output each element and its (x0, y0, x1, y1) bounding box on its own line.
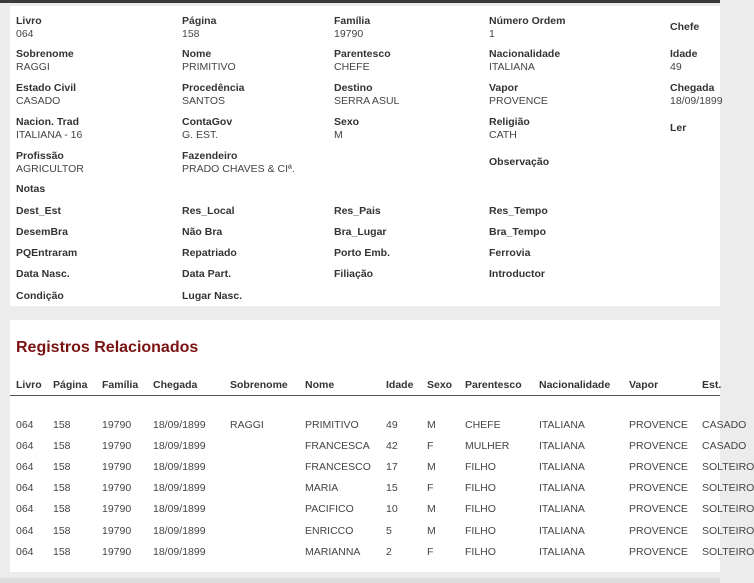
related-records-card (10, 320, 754, 572)
cell-parentesco: FILHO (465, 461, 496, 474)
cell-vapor: PROVENCE (629, 545, 688, 558)
field-sobrenome (16, 48, 74, 73)
field-res-local (182, 205, 235, 218)
field-value: PRIMITIVO (182, 60, 236, 73)
field-value: ITALIANA - 16 (16, 128, 83, 141)
field-label: Fazendeiro (182, 150, 238, 162)
cell-nacionalidade: ITALIANA (539, 461, 585, 474)
cell-nome: ENRICCO (305, 524, 354, 537)
field-value: 18/09/1899 (670, 94, 723, 107)
field-label: Idade (670, 48, 698, 60)
field-observacao (489, 156, 549, 169)
field-label: Bra_Lugar (334, 226, 387, 238)
field-label: Res_Local (182, 205, 235, 217)
field-data-part (182, 268, 231, 281)
cell-nome: MARIANNA (305, 545, 361, 558)
cell-idade: 10 (386, 503, 398, 516)
cell-parentesco: FILHO (465, 524, 496, 537)
column-header-familia[interactable]: Família (102, 379, 139, 391)
cell-chegada: 18/09/1899 (153, 482, 206, 495)
cell-sexo: F (427, 440, 434, 453)
field-label: ContaGov (182, 116, 233, 128)
field-desembra (16, 226, 68, 239)
field-label: Repatriado (182, 247, 237, 259)
field-label: Profissão (16, 150, 64, 162)
field-nacion-trad (16, 116, 82, 141)
field-label: Número Ordem (489, 15, 566, 27)
field-label: Bra_Tempo (489, 226, 546, 238)
cell-livro: 064 (16, 440, 34, 453)
cell-sexo: F (427, 545, 434, 558)
field-label: Destino (334, 82, 373, 94)
field-label: Não Bra (182, 226, 223, 238)
cell-nacionalidade: ITALIANA (539, 419, 585, 431)
cell-parentesco: FILHO (465, 503, 496, 516)
field-value: 158 (182, 27, 200, 40)
cell-parentesco: CHEFE (465, 419, 501, 431)
field-lugar-nasc (182, 290, 242, 303)
field-res-pais (334, 205, 381, 218)
field-nao-bra (182, 226, 222, 239)
cell-estado-civil: SOLTEIRO (702, 545, 754, 558)
field-contagov (182, 116, 232, 141)
field-label: Nacion. Trad (16, 116, 80, 128)
cell-familia: 19790 (102, 440, 132, 453)
cell-nacionalidade: ITALIANA (539, 545, 585, 558)
cell-sexo: M (427, 419, 436, 431)
field-label: Ferrovia (489, 247, 531, 259)
cell-chegada: 18/09/1899 (153, 503, 206, 516)
cell-parentesco: FILHO (465, 545, 496, 558)
field-value: 064 (16, 27, 34, 40)
field-value: 49 (670, 60, 682, 73)
field-chefe (670, 21, 699, 34)
field-estado-civil (16, 82, 76, 107)
table-header-divider (10, 395, 720, 396)
cell-idade: 5 (386, 524, 392, 537)
column-header-pagina[interactable]: Página (53, 379, 88, 391)
column-header-vapor[interactable]: Vapor (629, 379, 659, 391)
cell-estado-civil: CASADO (702, 440, 747, 453)
cell-idade: 15 (386, 482, 398, 495)
cell-pagina: 158 (53, 419, 71, 431)
field-nome (182, 48, 236, 73)
cell-idade: 2 (386, 545, 392, 558)
cell-nacionalidade: ITALIANA (539, 440, 585, 453)
cell-livro: 064 (16, 545, 34, 558)
field-familia (334, 15, 370, 40)
field-value: AGRICULTOR (16, 162, 84, 175)
cell-chegada: 18/09/1899 (153, 524, 206, 537)
cell-vapor: PROVENCE (629, 482, 688, 495)
field-label: PQEntraram (16, 247, 78, 259)
field-label: Parentesco (334, 48, 391, 60)
cell-estado-civil: CASADO (702, 419, 747, 431)
field-ler (670, 122, 686, 135)
related-records-title: Registros Relacionados (16, 339, 199, 356)
field-label: Filiação (334, 268, 374, 280)
field-value: CHEFE (334, 60, 370, 73)
cell-livro: 064 (16, 419, 34, 431)
field-value: SANTOS (182, 94, 225, 107)
cell-parentesco: FILHO (465, 482, 496, 495)
field-livro (16, 15, 42, 40)
field-label: Vapor (489, 82, 519, 94)
field-procedencia (182, 82, 244, 107)
cell-pagina: 158 (53, 524, 71, 537)
field-label: Res_Pais (334, 205, 381, 217)
field-label: Nacionalidade (489, 48, 561, 60)
cell-vapor: PROVENCE (629, 419, 688, 431)
field-repatriado (182, 247, 237, 260)
cell-nome: PACIFICO (305, 503, 354, 516)
column-header-nacionalidade[interactable]: Nacionalidade (539, 379, 611, 391)
field-parentesco (334, 48, 391, 73)
field-label: Porto Emb. (334, 247, 391, 259)
bottom-bar (0, 578, 720, 583)
field-destino (334, 82, 399, 107)
cell-pagina: 158 (53, 482, 71, 495)
field-label: Observação (489, 156, 550, 168)
field-value: SERRA ASUL (334, 94, 400, 107)
cell-livro: 064 (16, 503, 34, 516)
cell-idade: 17 (386, 461, 398, 474)
field-fazendeiro (182, 150, 295, 175)
field-notas (16, 183, 45, 196)
column-header-sexo[interactable]: Sexo (427, 379, 453, 391)
field-numero-ordem (489, 15, 565, 40)
cell-familia: 19790 (102, 461, 132, 474)
field-pagina (182, 15, 216, 40)
column-header-nome[interactable]: Nome (305, 379, 335, 391)
cell-livro: 064 (16, 482, 34, 495)
cell-familia: 19790 (102, 524, 132, 537)
field-label: Procedência (182, 82, 245, 94)
cell-nome: FRANCESCA (305, 440, 370, 453)
cell-pagina: 158 (53, 461, 71, 474)
cell-nacionalidade: ITALIANA (539, 482, 585, 495)
column-header-parentesco[interactable]: Parentesco (465, 379, 522, 391)
field-sexo (334, 116, 359, 141)
field-label: Data Nasc. (16, 268, 70, 280)
cell-chegada: 18/09/1899 (153, 440, 206, 453)
cell-chegada: 18/09/1899 (153, 461, 206, 474)
field-value: PRADO CHAVES & CIª. (182, 162, 295, 175)
field-idade (670, 48, 697, 73)
field-chegada (670, 82, 723, 107)
cell-estado-civil: SOLTEIRO (702, 482, 754, 495)
field-label: Data Part. (182, 268, 232, 280)
field-label: DesemBra (16, 226, 68, 238)
field-data-nasc (16, 268, 70, 281)
cell-parentesco: MULHER (465, 440, 510, 453)
field-label: Sexo (334, 116, 360, 128)
field-label: Introductor (489, 268, 545, 280)
field-label: Estado Civil (16, 82, 77, 94)
cell-pagina: 158 (53, 503, 71, 516)
cell-estado-civil: SOLTEIRO (702, 524, 754, 537)
cell-nacionalidade: ITALIANA (539, 524, 585, 537)
cell-estado-civil: SOLTEIRO (702, 503, 754, 516)
field-label: Chegada (670, 82, 715, 94)
field-ferrovia (489, 247, 530, 260)
cell-idade: 42 (386, 440, 398, 453)
field-nacionalidade (489, 48, 560, 73)
field-res-tempo (489, 205, 548, 218)
field-label: Dest_Est (16, 205, 61, 217)
field-label: Res_Tempo (489, 205, 548, 217)
record-detail-card (10, 6, 723, 306)
cell-estado-civil: SOLTEIRO (702, 461, 754, 474)
field-introductor (489, 268, 545, 281)
field-religiao (489, 116, 530, 141)
field-bra-lugar (334, 226, 387, 239)
cell-familia: 19790 (102, 482, 132, 495)
field-value: CASADO (16, 94, 61, 107)
field-value: 19790 (334, 27, 364, 40)
field-pqentraram (16, 247, 77, 260)
field-label: Ler (670, 122, 687, 134)
cell-nacionalidade: ITALIANA (539, 503, 585, 516)
field-value: M (334, 128, 343, 141)
column-header-chegada[interactable]: Chegada (153, 379, 198, 391)
field-label: Página (182, 15, 217, 27)
column-header-sobrenome[interactable]: Sobrenome (230, 379, 288, 391)
field-value: 1 (489, 27, 495, 40)
field-label: Lugar Nasc. (182, 290, 243, 302)
field-label: Religião (489, 116, 530, 128)
cell-pagina: 158 (53, 545, 71, 558)
cell-sexo: M (427, 503, 436, 516)
field-label: Notas (16, 183, 46, 195)
cell-familia: 19790 (102, 545, 132, 558)
cell-vapor: PROVENCE (629, 440, 688, 453)
field-label: Família (334, 15, 371, 27)
top-bar (0, 0, 720, 3)
field-label: Livro (16, 15, 42, 27)
cell-chegada: 18/09/1899 (153, 419, 206, 431)
field-dest-est (16, 205, 61, 218)
column-header-idade[interactable]: Idade (386, 379, 414, 391)
cell-livro: 064 (16, 524, 34, 537)
cell-vapor: PROVENCE (629, 524, 688, 537)
cell-sexo: M (427, 524, 436, 537)
field-label: Condição (16, 290, 64, 302)
cell-sobrenome: RAGGI (230, 419, 264, 431)
field-bra-tempo (489, 226, 546, 239)
cell-idade: 49 (386, 419, 398, 431)
cell-familia: 19790 (102, 419, 132, 431)
field-vapor (489, 82, 548, 107)
cell-nome: MARIA (305, 482, 339, 495)
field-condicao (16, 290, 64, 303)
cell-nome: FRANCESCO (305, 461, 371, 474)
field-label: Sobrenome (16, 48, 74, 60)
field-value: ITALIANA (489, 60, 535, 73)
field-filiacao (334, 268, 373, 281)
field-value: G. EST. (182, 128, 219, 141)
cell-vapor: PROVENCE (629, 503, 688, 516)
field-label: Chefe (670, 21, 700, 33)
cell-chegada: 18/09/1899 (153, 545, 206, 558)
cell-familia: 19790 (102, 503, 132, 516)
cell-nome: PRIMITIVO (305, 419, 359, 431)
cell-sexo: F (427, 482, 434, 495)
cell-pagina: 158 (53, 440, 71, 453)
field-label: Nome (182, 48, 212, 60)
column-header-livro[interactable]: Livro (16, 379, 42, 391)
field-value: CATH (489, 128, 517, 141)
cell-livro: 064 (16, 461, 34, 474)
column-header-estado-civil[interactable]: Est. (702, 379, 722, 391)
field-value: PROVENCE (489, 94, 548, 107)
field-profissao (16, 150, 84, 175)
cell-sexo: M (427, 461, 436, 474)
field-porto-emb (334, 247, 390, 260)
cell-vapor: PROVENCE (629, 461, 688, 474)
field-value: RAGGI (16, 60, 50, 73)
